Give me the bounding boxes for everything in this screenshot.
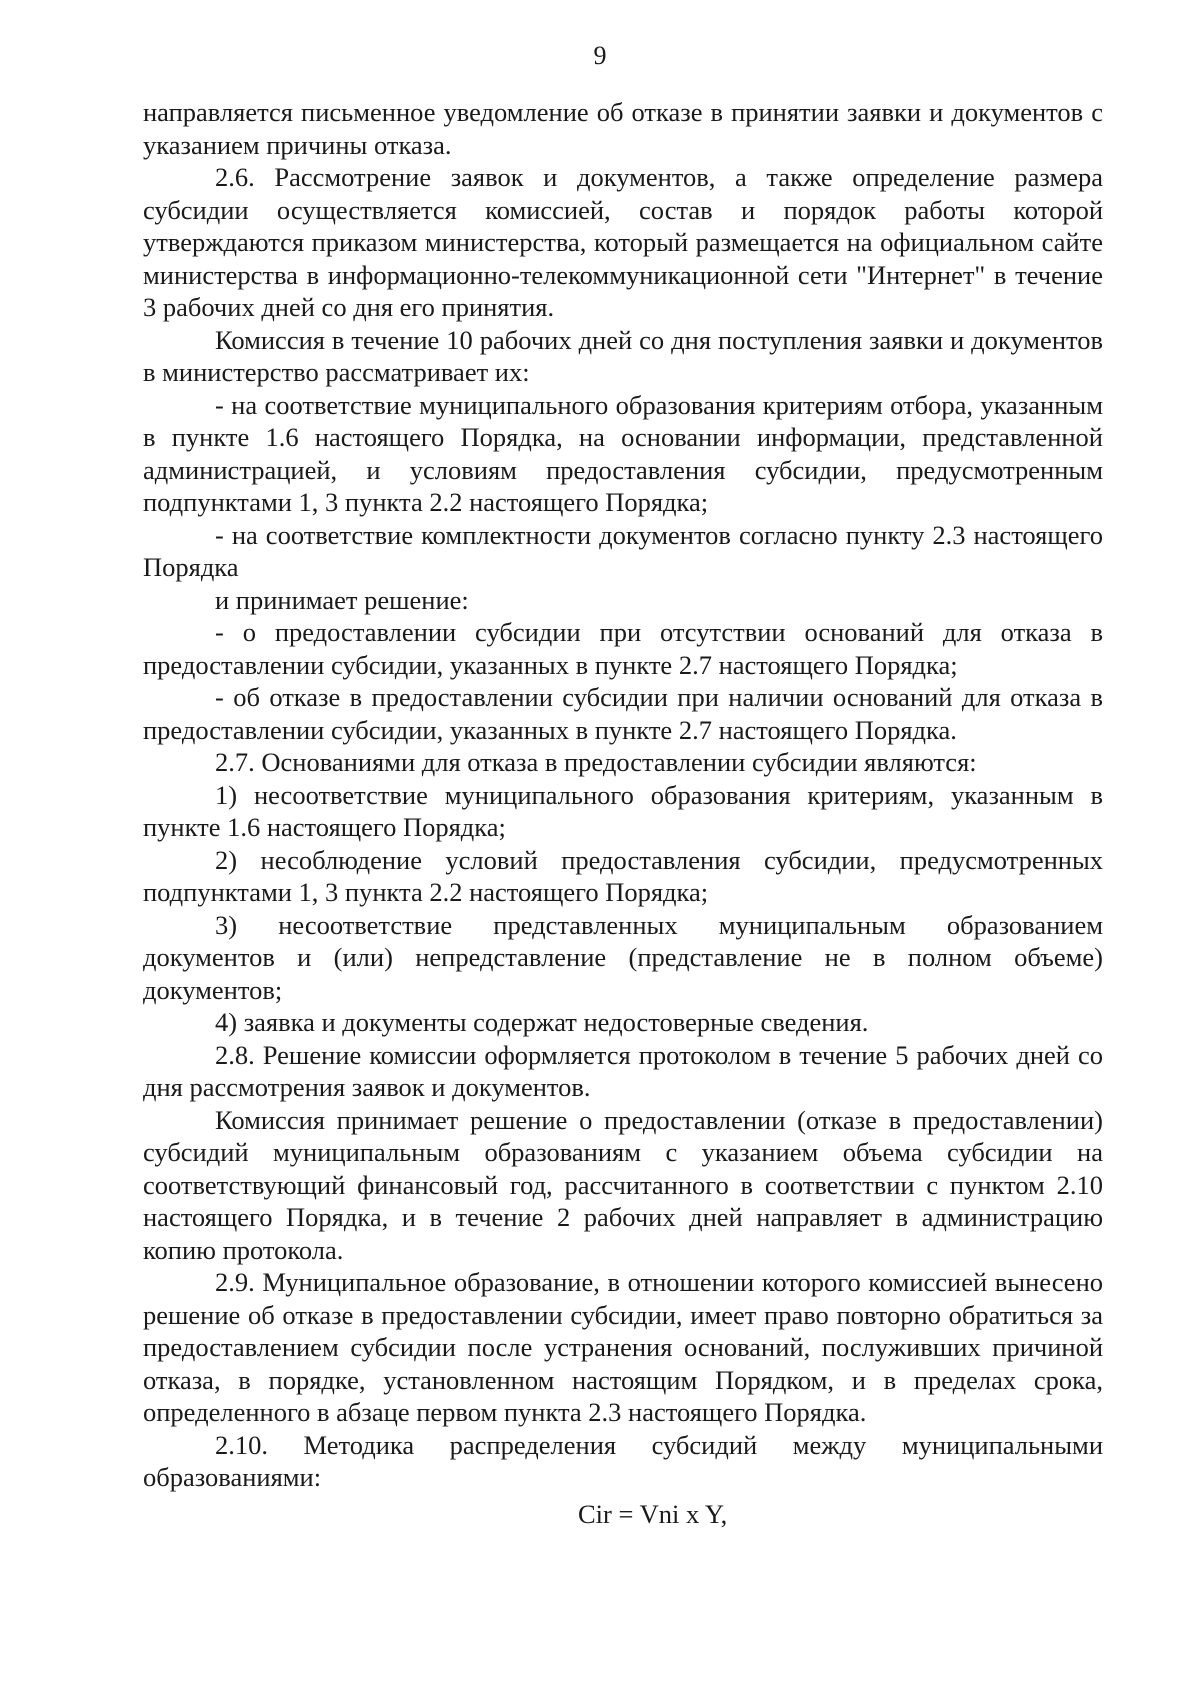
paragraph-2-6: 2.6. Рассмотрение заявок и документов, а также определение размера субсидии осуществляется комиссией, состав и порядок работы которой утверждаются приказом министерства, который размещается на официальном сайте министерства в информационно-телекоммуникационной сети "Интернет" в течение 3 рабочих дней со дня его принятия. bbox=[143, 162, 1103, 322]
list-item-ground-3: 3) несоответствие представленных муниципальным образованием документов и (или) непредставление (представление не в полном объеме) документов; bbox=[143, 909, 1103, 1005]
paragraph-2-7: 2.7. Основаниями для отказа в предоставлении субсидии являются: bbox=[215, 747, 977, 777]
paragraph-commission-decision: Комиссия принимает решение о предоставлении (отказе в предоставлении) субсидий муниципальным образованиям с указанием объема субсидии на соответствующий финансовый год, рассчитанного в соответствии с пунктом 2.10 настоящего Порядка, и в течение 2 рабочих дней направляет в администрацию копию протокола. bbox=[143, 1104, 1103, 1265]
paragraph-commission-review: Комиссия в течение 10 рабочих дней со дня поступления заявки и документов в министерство рассматривает их: bbox=[143, 324, 1103, 387]
list-item-ground-1: 1) несоответствие муниципального образования критериям, указанным в пункте 1.6 настоящего Порядка; bbox=[143, 779, 1103, 842]
paragraph-makes-decision: и принимает решение: bbox=[215, 584, 469, 615]
list-item-ground-4: 4) заявка и документы содержат недостоверные сведения. bbox=[215, 1007, 869, 1037]
paragraph-2-8: 2.8. Решение комиссии оформляется протоколом в течение 5 рабочих дней со дня рассмотрения заявок и документов. bbox=[143, 1039, 1103, 1102]
list-item-refusal-decision: - об отказе в предоставлении субсидии при наличии оснований для отказа в предоставлении субсидии, указанных в пункте 2.7 настоящего Порядка. bbox=[143, 682, 1103, 745]
list-item-ground-2: 2) несоблюдение условий предоставления субсидии, предусмотренных подпунктами 1, 3 пункта 2.2 настоящего Порядка; bbox=[143, 844, 1103, 907]
list-item-criteria-compliance: - на соответствие муниципального образования критериям отбора, указанным в пункте 1.6 настоящего Порядка, на основании информации, представленной администрацией, и условиям предоставления субсидии, предусмотренным подпунктами 1, 3 пункта 2.2 настоящего Порядка; bbox=[143, 389, 1103, 517]
paragraph-2-9: 2.9. Муниципальное образование, в отношении которого комиссией вынесено решение об отказе в предоставлении субсидии, имеет право повторно обратиться за предоставлением субсидии после устранения оснований, послуживших причиной отказа, в порядке, установленном настоящим Порядком, и в пределах срока, определенного в абзаце первом пункта 2.3 настоящего Порядка. bbox=[143, 1267, 1103, 1427]
paragraph-2-10: 2.10. Методика распределения субсидий между муниципальными образованиями: bbox=[143, 1429, 1103, 1492]
page-number: 9 bbox=[593, 41, 607, 70]
formula: Cir = Vni x Y, bbox=[578, 1498, 728, 1529]
paragraph-refusal-notice: направляется письменное уведомление об отказе в принятии заявки и документов с указанием причины отказа. bbox=[143, 97, 1103, 160]
list-item-grant-decision: - о предоставлении субсидии при отсутствии оснований для отказа в предоставлении субсидии, указанных в пункте 2.7 настоящего Порядка; bbox=[143, 617, 1103, 680]
document-body bbox=[143, 96, 1103, 1530]
list-item-documents-completeness: - на соответствие комплектности документов согласно пункту 2.3 настоящего Порядка bbox=[143, 519, 1103, 582]
